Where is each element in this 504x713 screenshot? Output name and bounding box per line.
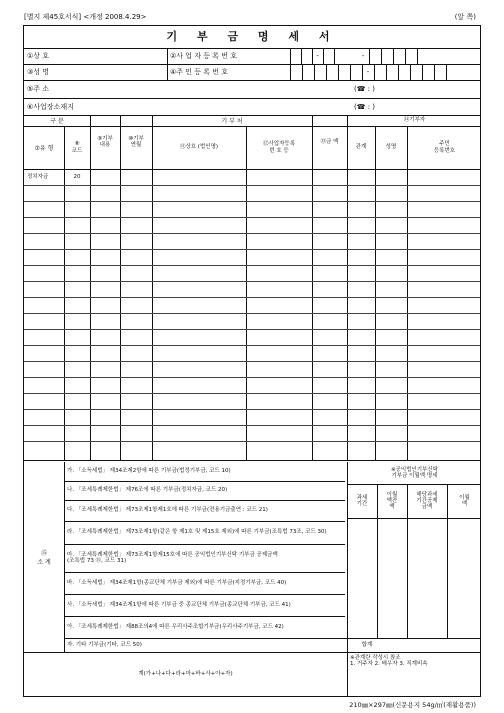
- form-title: 기 부 금 명 세 서: [24, 26, 480, 49]
- row-1-type: 정치자금: [27, 173, 49, 180]
- header-gubun: 구 분: [50, 118, 64, 125]
- label-company: ①상 호: [27, 52, 50, 60]
- donation-statement-form: [23, 25, 481, 697]
- header-amount: ⑬금 액: [320, 138, 339, 145]
- carryover-col-balance: 이월 액잔 액: [386, 491, 398, 511]
- subtotal-item-ma: 마. 「조세특례제한법」 제73조제1항제15호에 따른 공익법인기부신탁 기부금 공제금액 (조특법 73 ⑮, 코드 31): [67, 551, 278, 564]
- table-header: [24, 115, 480, 170]
- subtotal-item-ra: 라. 「조세특례제한법」 제73조제1항(같은 항 제1호 및 제15호 제외)에 따른 기부금(조특법 73조, 코드 30): [67, 529, 327, 536]
- carryover-sum-label: 합계: [361, 641, 373, 648]
- header-donor-name: 성명: [385, 144, 397, 151]
- subtotal-item-na: 나. 「조세특례제한법」 제76조에 따른 기부금(정치자금, 코드 20): [67, 487, 228, 494]
- label-business-location: ⑥사업장소재지: [27, 102, 74, 111]
- subtotal-item-sa: 사. 「소득세법」 제34조제1항에 따른 기부금 중 종교단체 기부금(종교단체 기부금, 코드 41): [67, 601, 291, 608]
- subtotal-item-ga: 가. 「소득세법」 제34조제2항에 따른 기부금(법정기부금, 코드 10): [67, 468, 231, 475]
- header-relation: 관계: [355, 144, 367, 151]
- subtotal-item-ja: 자. 기타 기부금(기타, 코드 50): [67, 641, 142, 648]
- phone-2: (☎ : ): [354, 102, 375, 111]
- form-header-left: [별지 제45호서식] <개정 2008.4.29>: [24, 13, 147, 21]
- relation-note: ※관계란 작성시 참조 1. 거주자 2. 배우자 3. 직계비속: [350, 655, 428, 668]
- subtotal-item-ba: 바. 「소득세법」 제34조제1항(종교단체 기부금 제외)에 따른 기부금(지정기부금, 코드 40): [67, 579, 287, 586]
- label-address: ⑤주 소: [27, 85, 50, 93]
- subtotal-item-da: 다. 「조세특례제한법」 제73조제1항제1호에 따른 기부금(전용기금출연 : 코드 21): [67, 507, 268, 514]
- subtotal-section: [24, 462, 480, 653]
- row-name: ③성 명 ④주 민 등 록 번 호 -: [24, 64, 480, 81]
- data-rows-area: [24, 169, 480, 461]
- header-reg-no: ⑫사업자등록 번 호 등: [262, 141, 296, 154]
- total-label: 계(가+나+다+라+마+바+사+아+자): [138, 671, 233, 678]
- total-row: [24, 652, 480, 697]
- paper-spec-footer: 210㎜×297㎜(신문용지 54g/㎡(재활용품)): [349, 701, 476, 709]
- row-address: [24, 80, 480, 99]
- form-header-right: (앞 쪽): [454, 13, 476, 21]
- row-business-location: [24, 98, 480, 116]
- carryover-title: ※공익법인기부신탁 기부금 이월액 명세: [390, 466, 439, 479]
- header-code: ⑧ 코드: [71, 141, 83, 154]
- carryover-col-amount: 이월 액: [459, 494, 470, 507]
- carryover-col-period: 과세 기간: [356, 494, 368, 507]
- header-content: ⑨기부 내용: [97, 135, 113, 148]
- label-biz-reg-no: ②사 업 자 등 록 번 호: [170, 52, 237, 60]
- header-company: ⑪상호 (법인명): [179, 144, 219, 151]
- phone-1: (☎ : ): [354, 85, 375, 93]
- header-giver-place: 기 부 처: [221, 118, 243, 125]
- carryover-col-deduction: 해당과세 기간공제 금액: [416, 491, 438, 511]
- label-name: ③성 명: [27, 68, 50, 76]
- header-date: ⑩기부 연월: [128, 135, 144, 148]
- header-donor: ⑭기부자: [403, 117, 426, 124]
- row-1-code: 20: [73, 173, 81, 180]
- header-type: ⑦유 형: [34, 145, 54, 152]
- subtotal-label: ⑮ 소 계: [37, 550, 51, 566]
- header-resident-no: 주민 등록번호: [433, 141, 456, 154]
- label-resident-no: ④주 민 등 록 번 호: [170, 68, 228, 76]
- row-company: ①상 호 ②사 업 자 등 록 번 호 - -: [24, 48, 480, 65]
- subtotal-item-a: 아. 「조세특례제한법」 제88조의4에 따른 우리사주조합기부금(우리사주기부금, 코드 42): [67, 623, 284, 630]
